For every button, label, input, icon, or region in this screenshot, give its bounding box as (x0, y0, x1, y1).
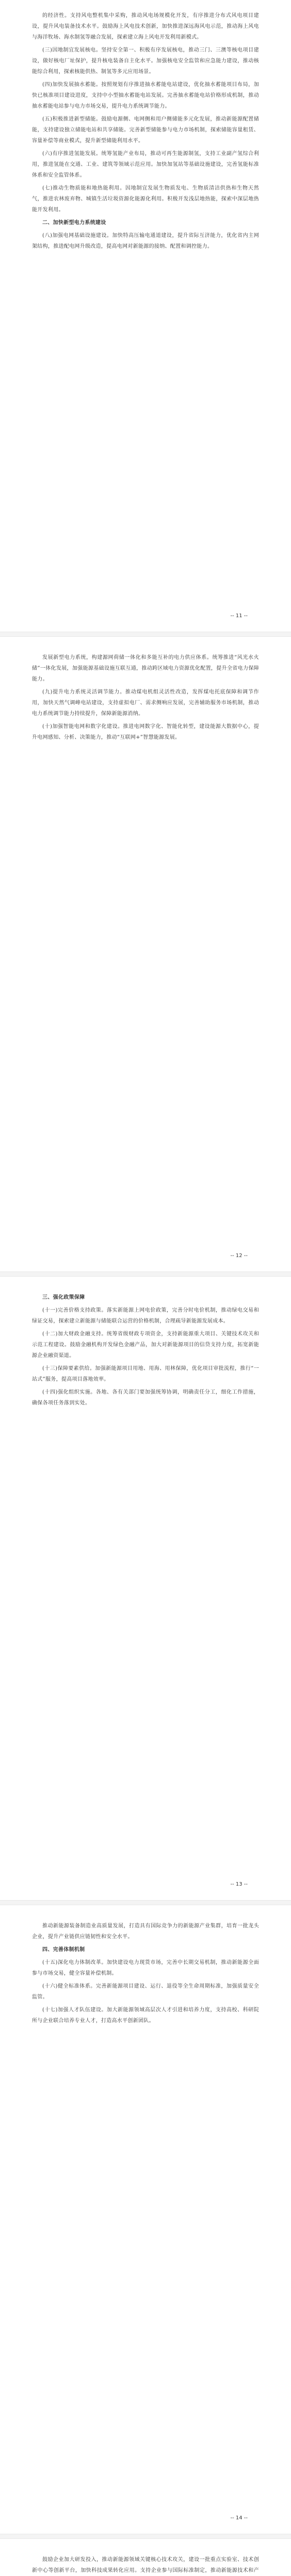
page-separator (0, 632, 291, 637)
paragraph: (十四)强化组织实施。各地、各有关部门要加强统筹协调，明确责任分工，细化工作措施，确保各项任务落到实处。 (32, 1389, 259, 1406)
paragraph: 的经济性。支持风电整机集中采购，推动风电场规模化开发，有序推进分布式风电项目建设，提升风电装备技术水平。鼓励海上风电技术创新，加快推进深远海风电示范，推动海上风电与海洋牧场、海水制氢等融合发展，探索建立海上风电开发利用新模式。 (32, 13, 259, 40)
paragraph: (三)因地制宜发展核电。坚持安全第一、积极有序发展核电，推动三门、三澳等核电项目建设，做好核电厂址保护，提升核电装备自主化水平。加强核电安全监管和应急能力建设，推动核能综合利用，探索核能供热、制氢等多元应用场景。 (32, 47, 259, 75)
page-separator (0, 1900, 291, 1905)
section-heading: 二、加快新型电力系统建设 (42, 220, 106, 226)
section-heading: 三、强化政策保障 (42, 1295, 85, 1300)
paragraph: (四)加快发展抽水蓄能。按照规划有序推进抽水蓄能电站建设，优化抽水蓄能项目布局，加快已核准项目建设进度，支持中小型抽水蓄能电站发展。完善抽水蓄能电站价格形成机制，推动抽水蓄能电站参与电力市场交易，提升电力系统调节能力。 (32, 82, 259, 109)
document-page-1 (32, 0, 259, 632)
paragraph: (十七)加强人才队伍建设。加大新能源领域高层次人才引进和培养力度，支持高校、科研院所与企业联合培养专业人才，打造高水平创新团队。 (32, 2007, 259, 2024)
document-page-5 (32, 2539, 259, 2576)
document-page-2 (32, 637, 259, 1272)
paragraph: (十六)健全标准体系。完善新能源项目建设、运行、退役等全生命周期标准，加强质量安全监管。 (32, 1984, 259, 2000)
paragraph: 推动新能源装备制造业高质量发展，打造具有国际竞争力的新能源产业集群，培育一批龙头企业，提升产业链供应链韧性和安全水平。 (32, 1923, 259, 1940)
document-page-4 (32, 1905, 259, 2534)
paragraph: 鼓励企业加大研发投入，推动新能源领域关键核心技术攻关，建设一批重点实验室、技术创新中心等创新平台，加快科技成果转化应用。支持企业参与国际标准制定，推动新能源技术和产 (32, 2557, 259, 2573)
page-separator (0, 2534, 291, 2539)
page-separator (0, 1272, 291, 1277)
page-number: -- 14 -- (230, 2515, 248, 2521)
paragraph: (八)加强电网基础设施建设。加快特高压输电通道建设，提升省际互济能力，优化省内主网架结构，推进配电网升级改造，提高电网对新能源的接纳、配置和调控能力。 (32, 233, 259, 249)
paragraph: (九)提升电力系统灵活调节能力。推动煤电机组灵活性改造，发挥煤电托底保障和调节作用，加快天然气调峰电站建设，支持虚拟电厂、需求侧响应发展，完善辅助服务市场机制，推动电力系统调节能力持续提升，保障新能源消纳。 (32, 689, 259, 717)
paragraph: (六)有序推进氢能发展。统筹氢能产业布局，推动可再生能源制氢，支持工业副产氢综合利用，推进氢能在交通、工业、建筑等领域示范应用。加快加氢站等基础设施建设，完善氢能标准体系和安全监管体系。 (32, 151, 259, 178)
paragraph: (七)推动生物质能和地热能利用。因地制宜发展生物质发电、生物质清洁供热和生物天然气，推进农林废弃物、城镇生活垃圾资源化能源化利用。积极开发浅层地热能，探索中深层地热能开发利用。 (32, 185, 259, 213)
paragraph: (十)加强智能电网和数字化建设。推进电网数字化、智能化转型，建设能源大数据中心，提升电网感知、分析、决策能力，推动“互联网+”智慧能源发展。 (32, 724, 259, 740)
page-number: -- 13 -- (230, 1882, 248, 1887)
paragraph: (十一)完善价格支持政策。落实新能源上网电价政策，完善分时电价机制，推动绿电交易和绿证交易，探索建立新能源与储能联合运营的价格机制，合理疏导新能源发展成本。 (32, 1308, 259, 1324)
document-page-3 (32, 1277, 259, 1900)
paragraph: 发展新型电力系统，构建源网荷储一体化和多能互补的电力供应体系。统筹推进“风光水火储”一体化发展，加强能源基础设施互联互通，推动跨区域电力资源优化配置，提升全省电力保障能力。 (32, 655, 259, 682)
paragraph: (十二)加大财政金融支持。统筹省级财政专项资金，支持新能源重大项目、关键技术攻关和示范工程建设。鼓励金融机构开发绿色金融产品，加大对新能源项目的信贷支持力度，拓宽新能源企业融资渠道。 (32, 1331, 259, 1359)
paragraph: (十五)深化电力体制改革。加快建设电力现货市场，完善中长期交易机制，推动新能源全面参与市场交易，健全容量补偿机制。 (32, 1960, 259, 1976)
page-number: -- 12 -- (230, 1253, 248, 1259)
paragraph: (十三)保障要素供给。加强新能源项目用地、用海、用林保障，优化项目审批流程，推行“一站式”服务，提高项目落地效率。 (32, 1366, 259, 1382)
paragraph: (五)积极推进新型储能。鼓励电源侧、电网侧和用户侧储能多元化发展，推动新能源配置储能，支持建设独立储能电站和共享储能。完善新型储能参与电力市场机制，探索储能容量租赁、容量补偿等商业模式，提升新型储能利用水平。 (32, 116, 259, 144)
section-heading: 四、完善体制机制 (42, 1947, 85, 1953)
page-number: -- 11 -- (230, 613, 248, 619)
